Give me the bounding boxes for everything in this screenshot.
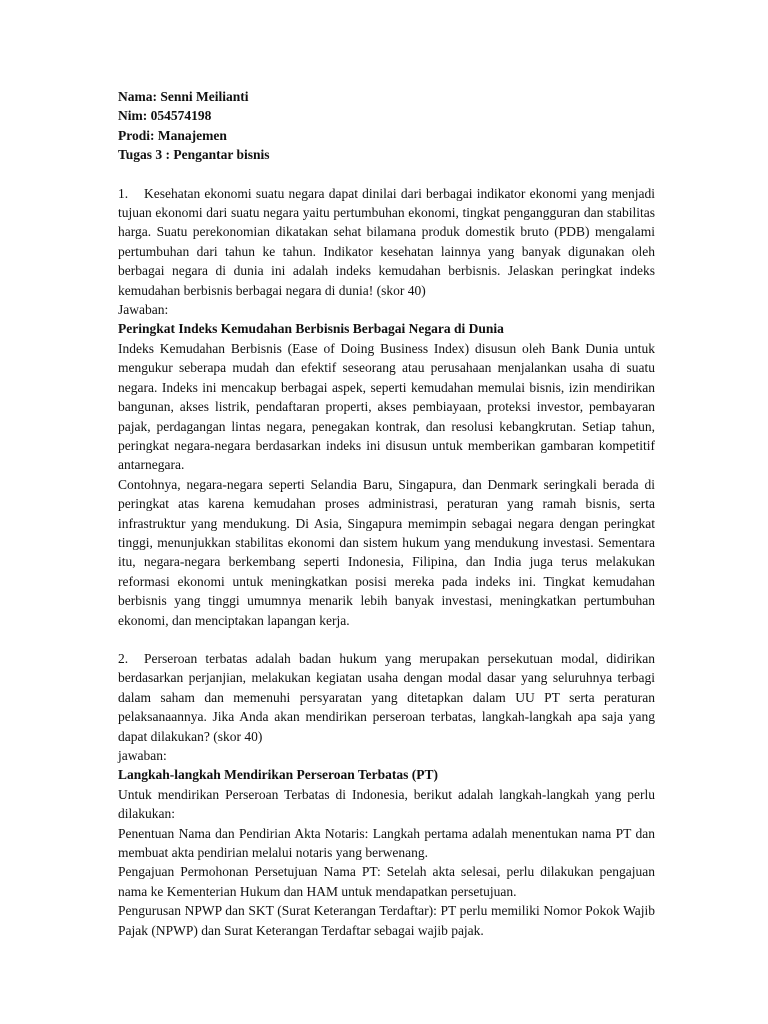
question-2-answer-label: jawaban:: [118, 748, 167, 763]
question-1-number: 1.: [118, 185, 129, 201]
question-1-answer-heading: Peringkat Indeks Kemudahan Berbisnis Berbagai Negara di Dunia: [118, 321, 504, 337]
question-2-paragraph: Pengurusan NPWP dan SKT (Surat Keterangan Terdaftar): PT perlu memiliki Nomor Pokok Wajib Pajak (NPWP) dan Surat Keterangan Terdaftar sebagai wajib pajak.: [118, 903, 655, 938]
question-2-paragraph: Penentuan Nama dan Pendirian Akta Notaris: Langkah pertama adalah menentukan nama PT dan membuat akta pendirian melalui notaris yang berwenang.: [118, 825, 655, 861]
spacer: [118, 630, 655, 649]
question-2: [118, 649, 655, 746]
question-2-answer-heading: Langkah-langkah Mendirikan Perseroan Terbatas (PT): [118, 767, 439, 783]
question-1-section: [118, 184, 655, 630]
student-name: Nama: Senni Meilianti: [118, 89, 249, 104]
question-2-number: 2.: [118, 650, 129, 666]
study-program: Prodi: Manajemen: [118, 127, 227, 143]
document-page: [118, 87, 655, 940]
question-1-answer-label: Jawaban:: [118, 302, 169, 318]
assignment-title: Tugas 3 : Pengantar bisnis: [118, 147, 270, 163]
question-2-section: [118, 649, 655, 940]
spacer: [118, 165, 655, 184]
question-2-paragraph: Untuk mendirikan Perseroan Terbatas di Indonesia, berikut adalah langkah-langkah yang perlu dilakukan:: [118, 786, 655, 822]
question-1-text: Kesehatan ekonomi suatu negara dapat dinilai dari berbagai indikator ekonomi yang menjadi tujuan ekonomi dari suatu negara yaitu pertumbuhan ekonomi, tingkat pengangguran dan stabilitas harga. Suatu perekonomian dikatakan sehat bilamana produk domestik bruto (PDB) mengalami pertumbuhan dari tahun ke tahun. Indikator kesehatan lainnya yang banyak digunakan oleh berbagai negara di dunia ini adalah indeks kemudahan berbisnis. Jelaskan peringkat indeks kemudahan berbisnis berbagai negara di dunia! (skor 40): [118, 185, 655, 298]
question-2-text: Perseroan terbatas adalah badan hukum yang merupakan persekutuan modal, didirikan berdasarkan perjanjian, melakukan kegiatan usaha dengan modal dasar yang seluruhnya terbagi dalam saham dan memenuhi persyaratan yang ditetapkan dalam UU PT serta peraturan pelaksanaannya. Jika Anda akan mendirikan perseroan terbatas, langkah-langkah apa saja yang dapat dilakukan? (skor 40): [118, 650, 655, 744]
question-1-paragraph: Indeks Kemudahan Berbisnis (Ease of Doing Business Index) disusun oleh Bank Dunia untuk mengukur seberapa mudah dan efektif seseorang atau perusahaan menjalankan usaha di suatu negara. Indeks ini mencakup berbagai aspek, seperti kemudahan memulai bisnis, izin mendirikan bangunan, akses listrik, pendaftaran properti, akses pembiayaan, proteksi investor, pembayaran pajak, perdagangan lintas negara, penegakan kontrak, dan resolusi kebangkrutan. Setiap tahun, peringkat negara-negara berdasarkan indeks ini disusun untuk memberikan gambaran kompetitif antarnegara.: [118, 340, 655, 473]
question-1: [118, 184, 655, 300]
question-2-paragraph: Pengajuan Permohonan Persetujuan Nama PT: Setelah akta selesai, perlu dilakukan pengajuan nama ke Kementerian Hukum dan HAM untuk mendapatkan persetujuan.: [118, 864, 655, 899]
question-1-paragraph: Contohnya, negara-negara seperti Selandia Baru, Singapura, dan Denmark seringkali berada di peringkat atas karena kemudahan proses administrasi, peraturan yang ramah bisnis, serta infrastruktur yang mendukung. Di Asia, Singapura memimpin sebagai negara dengan peringkat tinggi, menunjukkan stabilitas ekonomi dan sistem hukum yang mendukung investasi. Sementara itu, negara-negara berkembang seperti Indonesia, Filipina, dan India juga terus melakukan reformasi ekonomi untuk meningkatkan posisi mereka pada indeks ini. Tingkat kemudahan berbisnis yang tinggi umumnya menarik lebih banyak investasi, meningkatkan pertumbuhan ekonomi, dan menciptakan lapangan kerja.: [118, 476, 655, 628]
student-header: [118, 87, 655, 165]
student-nim: Nim: 054574198: [118, 108, 212, 124]
